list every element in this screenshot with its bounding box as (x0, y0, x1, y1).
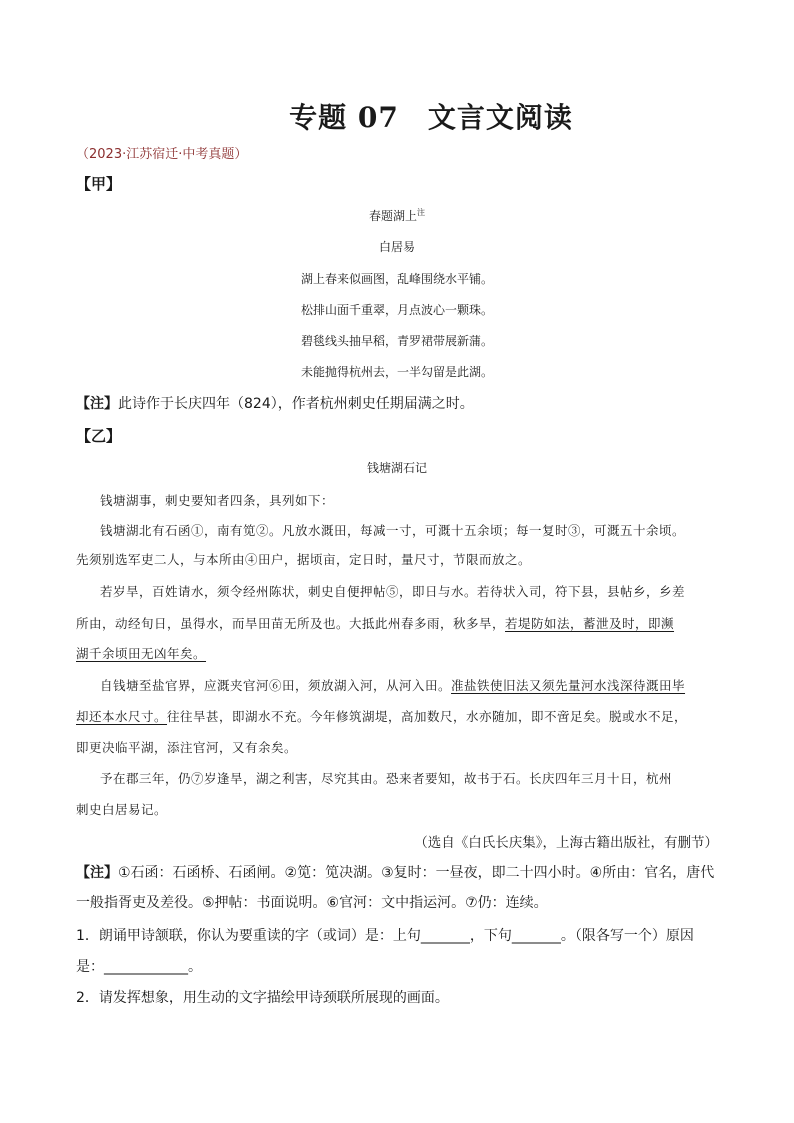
note-label: 【注】 (76, 865, 118, 881)
poem-line: 未能抛得杭州去，一半勾留是此湖。 (300, 365, 493, 379)
poem-title-text: 春题湖上 (368, 209, 417, 223)
essay-line: 若岁旱，百姓请水，须令经州陈状，刺史自便押帖⑤，即日与水。若待状入司，符下县，县帖乡，乡差 (100, 584, 686, 599)
question-1: 1．朗诵甲诗颔联，你认为要重读的字（或词）是：上句_______，下句_______。（限各写一个）原因 (76, 928, 694, 944)
poem-line: 松排山面千重翠，月点波心一颗珠。 (300, 303, 493, 317)
essay-line: 钱塘湖北有石函①，南有笕②。凡放水溉田，每减一寸，可溉十五余顷；每一复时③，可溉五十余顷。 (100, 523, 686, 538)
question-2: 2．请发挥想象，用生动的文字描绘甲诗颈联所展现的画面。 (76, 990, 449, 1006)
essay-line: 先须别选军吏二人，与本所由④田户，据顷亩，定日时，量尺寸，节限而放之。 (76, 552, 532, 567)
underlined-text: 湖千余顷田无凶年矣。 (76, 646, 207, 661)
note-text: 此诗作于长庆四年（824），作者杭州刺史任期届满之时。 (118, 396, 474, 412)
underlined-text: 却还本水尺寸。 (76, 709, 168, 724)
poem-line: 湖上春来似画图，乱峰围绕水平铺。 (300, 272, 493, 286)
section-label-jia: 【甲】 (76, 175, 122, 193)
essay-paragraph: 钱塘湖事，刺史要知者四条，具列如下： (100, 493, 335, 508)
underlined-text: 准盐铁使旧法又须先量河水浅深待溉田毕 (451, 678, 686, 693)
essay-line: 即更决临平湖，添注官河，又有余矣。 (76, 740, 298, 755)
essay-line: 予在郡三年，仍⑦岁逢旱，湖之利害，尽究其由。恐来者要知，故书于石。长庆四年三月十日，杭州 (100, 771, 673, 786)
poem-author: 白居易 (378, 240, 415, 254)
note-label: 【注】 (76, 396, 118, 412)
page-title: 专题 07 文言文阅读 (289, 101, 573, 134)
section-label-yi: 【乙】 (76, 427, 122, 445)
essay-text: 往往旱甚，即湖水不充。今年修筑湖堤，高加数尺，水亦随加，即不啻足矣。脱或水不足， (167, 709, 688, 724)
essay-title: 钱塘湖石记 (366, 461, 427, 475)
essay-note (76, 862, 714, 882)
poem-note (76, 393, 474, 413)
poem-title-note-mark: 注 (417, 208, 425, 217)
essay-text: 自钱塘至盐官界，应溉夹官河⑥田，须放湖入河，从河入田。 (100, 678, 452, 693)
essay-line (100, 676, 685, 694)
essay-line (76, 614, 674, 632)
underlined-text: 若堤防如法，蓄泄及时，即濒 (505, 616, 675, 631)
poem-line: 碧毯线头抽早稻，青罗裙带展新蒲。 (300, 334, 493, 348)
question-1-cont: 是：____________。 (76, 959, 202, 975)
essay-line: 刺史白居易记。 (76, 802, 168, 817)
essay-text: 所由，动经旬日，虽得水，而旱田苗无所及也。大抵此州春多雨，秋多旱， (76, 616, 506, 631)
citation: （选自《白氏长庆集》，上海古籍出版社，有删节） (414, 835, 718, 851)
note-text: ①石函：石函桥、石函闸。②笕：笕决湖。③复时：一昼夜，即二十四小时。④所由：官名，唐代 (118, 865, 715, 881)
question-source: （2023·江苏宿迁·中考真题） (76, 147, 248, 162)
essay-line (76, 707, 687, 725)
essay-note-line: 一般指胥吏及差役。⑤押帖：书面说明。⑥官河：文中指运河。⑦仍：连续。 (76, 895, 548, 911)
poem-title (0, 207, 794, 224)
